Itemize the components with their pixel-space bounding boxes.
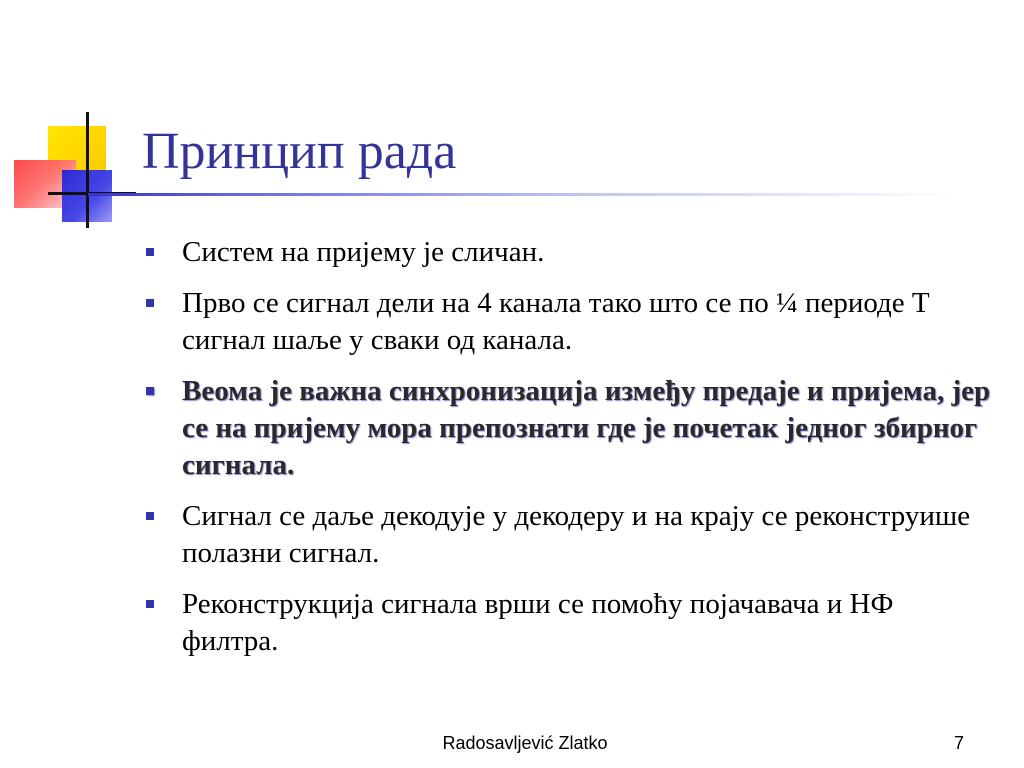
bullet-square-icon — [146, 512, 154, 520]
decorative-vertical-line — [86, 112, 89, 228]
slide-title: Принцип рада — [142, 123, 457, 180]
bullet-list — [142, 234, 992, 674]
bullet-text: Веома је важна синхронизација између предаје и пријема, јер се на пријему мора препознати где је почетак једног збирног сигнала. — [182, 375, 991, 481]
page-number: 7 — [953, 733, 964, 753]
bullet-text: Систем на пријему је сличан. — [182, 236, 545, 268]
bullet-square-icon — [146, 600, 154, 608]
title-underline — [88, 193, 958, 196]
bullet-text: Сигнал се даље декодује у декодеру и на крају се реконструише полазни сигнал. — [182, 500, 971, 569]
bullet-item — [142, 498, 992, 572]
bullet-text: Реконструкција сигнала врши се помоћу појачавача и НФ филтра. — [182, 588, 894, 657]
bullet-square-icon — [146, 248, 154, 256]
bullet-item-emphasized — [142, 373, 992, 484]
bullet-square-icon — [146, 299, 154, 307]
bullet-item — [142, 234, 992, 271]
footer-author: Radosavljević Zlatko — [442, 733, 608, 753]
bullet-item — [142, 586, 992, 660]
bullet-item — [142, 285, 992, 359]
bullet-square-icon — [146, 387, 154, 395]
bullet-text: Прво се сигнал дели на 4 канала тако што се по ¼ периоде Т сигнал шаље у сваки од канала. — [182, 287, 930, 356]
